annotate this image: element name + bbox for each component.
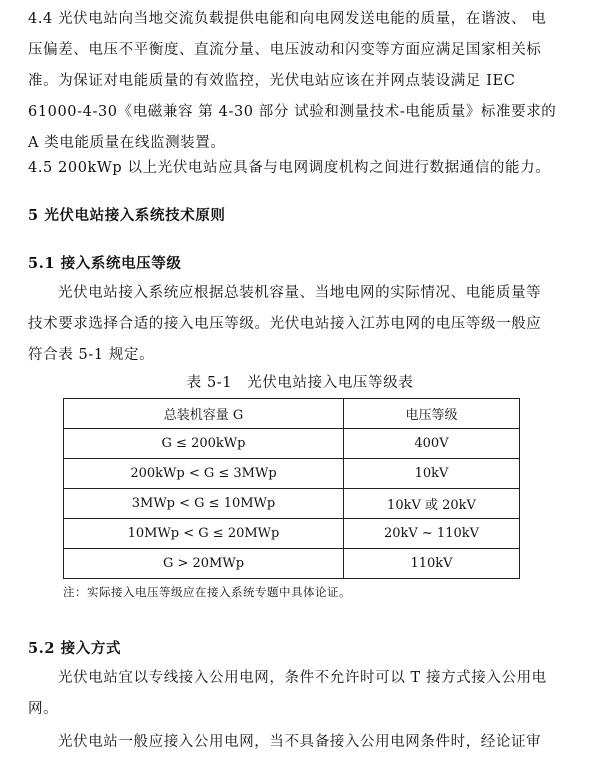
- para-4-4-line: 4.4 光伏电站向当地交流负载提供电能和向电网发送电能的质量，在谐波、 电: [28, 11, 547, 27]
- table-cell: 10kV: [343, 459, 519, 489]
- voltage-level-table: [63, 398, 520, 579]
- section-5-1-heading: 5.1 接入系统电压等级: [28, 255, 182, 272]
- para-5-2b-line: 光伏电站一般应接入公用电网，当不具备接入公用电网条件时，经论证审: [58, 734, 542, 750]
- table-caption: 表 5-1 光伏电站接入电压等级表: [186, 375, 414, 391]
- table-header-row: [64, 399, 520, 429]
- table-row: [64, 489, 520, 519]
- table-cell: 400V: [343, 429, 519, 459]
- para-5-1-line: 光伏电站接入系统应根据总装机容量、当地电网的实际情况、电能质量等: [58, 285, 542, 301]
- para-4-5: 4.5 200kWp 以上光伏电站应具备与电网调度机构之间进行数据通信的能力。: [28, 160, 551, 176]
- table-cell: G > 20MWp: [64, 549, 344, 579]
- table-row: [64, 459, 520, 489]
- table-header-cell: 电压等级: [343, 399, 519, 429]
- table-row: [64, 429, 520, 459]
- para-4-4-line: A 类电能质量在线监测装置。: [28, 135, 226, 151]
- para-4-4-line: 压偏差、电压不平衡度、直流分量、电压波动和闪变等方面应满足国家相关标: [28, 42, 542, 58]
- para-4-4-line: 61000-4-30《电磁兼容 第 4-30 部分 试验和测量技术-电能质量》标准要求的: [28, 104, 557, 120]
- para-5-1-line: 技术要求选择合适的接入电压等级。光伏电站接入江苏电网的电压等级一般应: [28, 316, 542, 332]
- section-5-heading: 5 光伏电站接入系统技术原则: [28, 207, 226, 224]
- para-5-1-line: 符合表 5-1 规定。: [28, 347, 155, 363]
- table-cell: 3MWp < G ≤ 10MWp: [64, 489, 344, 519]
- para-4-4-line: 准。为保证对电能质量的有效监控，光伏电站应该在并网点装设满足 IEC: [28, 73, 516, 89]
- table-cell: G ≤ 200kWp: [64, 429, 344, 459]
- table-cell: 10MWp < G ≤ 20MWp: [64, 519, 344, 549]
- table-cell: 200kWp < G ≤ 3MWp: [64, 459, 344, 489]
- table-row: [64, 519, 520, 549]
- table-note: 注：实际接入电压等级应在接入系统专题中具体论证。: [63, 585, 351, 599]
- table-row: [64, 549, 520, 579]
- table-cell: 110kV: [343, 549, 519, 579]
- table-header-cell: 总装机容量 G: [64, 399, 344, 429]
- table-cell: 10kV 或 20kV: [343, 489, 519, 519]
- para-5-2-line: 光伏电站宜以专线接入公用电网，条件不允许时可以 T 接方式接入公用电: [58, 670, 547, 686]
- table-cell: 20kV ~ 110kV: [343, 519, 519, 549]
- para-5-2-line: 网。: [28, 701, 59, 717]
- section-5-2-heading: 5.2 接入方式: [28, 640, 122, 657]
